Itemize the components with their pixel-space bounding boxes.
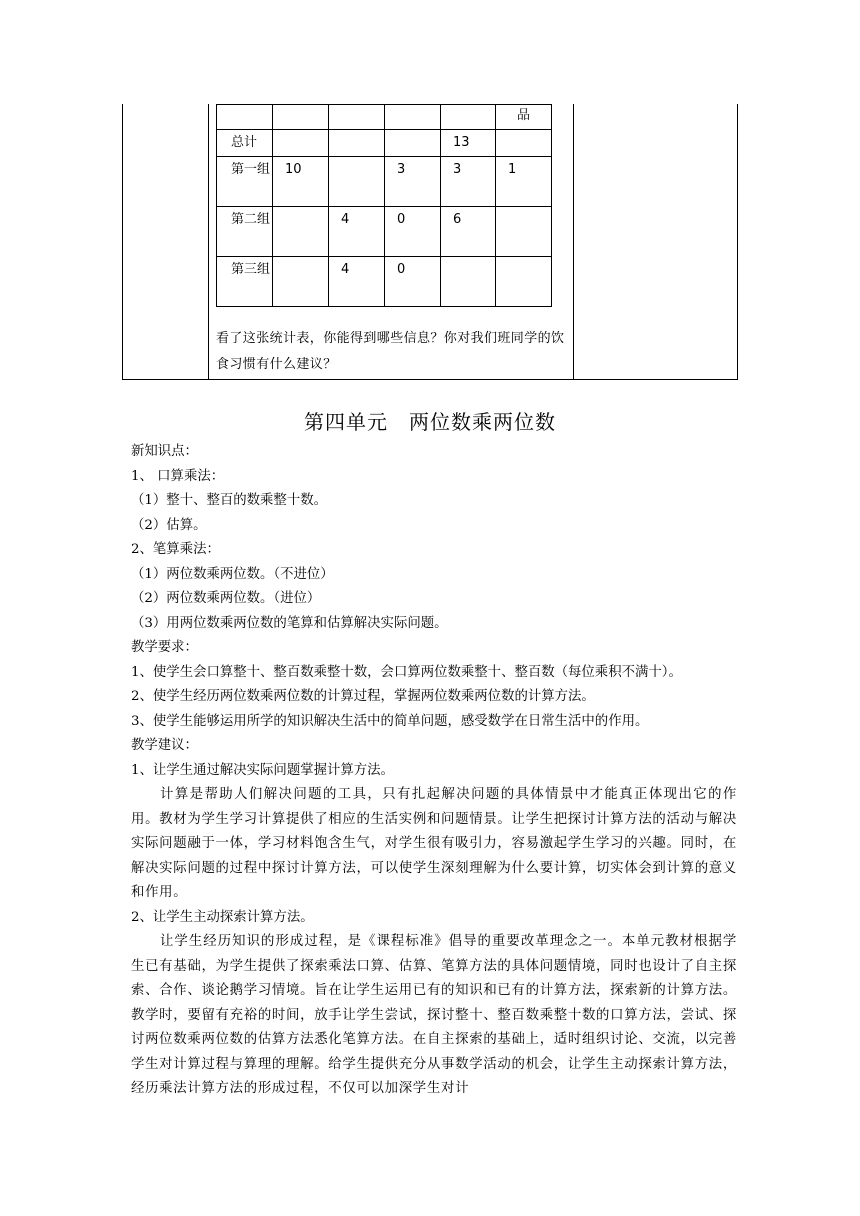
table-cell <box>329 157 385 207</box>
table-cell: 1 <box>496 157 552 207</box>
table-cell: 10 <box>273 157 329 207</box>
list-item: （1）整十、整百的数乘整十数。 <box>131 493 327 508</box>
table-cell: 3 <box>441 157 496 207</box>
oral-heading: 1、 口算乘法： <box>131 468 225 484</box>
list-item: 1、使学生会口算整十、整百数乘整十数，会口算两位数乘整十、整百数（每位乘积不满十）。 <box>131 664 682 680</box>
table-row <box>217 130 552 157</box>
suggestion-heading: 1、让学生通过解决实际问题掌握计算方法。 <box>131 762 394 778</box>
suggestions-heading: 教学建议： <box>131 738 198 753</box>
table-cell: 4 <box>329 207 385 257</box>
table-cell <box>273 257 329 307</box>
table-row <box>217 105 552 130</box>
suggestion-heading: 2、让学生主动探索计算方法。 <box>131 909 314 925</box>
table-cell <box>496 257 552 307</box>
paragraph: 计算是帮助人们解决问题的工具，只有扎起解决问题的具体情景中才能真正体现出它的作用。教材为学生学习计算提供了相应的生活实例和问题情景。让学生把探讨计算方法的活动与解决实际问题融于一体，学习材料饱含生气，对学生很有吸引力，容易激起学生学习的兴趣。同时，在解决实际问题的过程中探讨计算方法，可以使学生深刻理解为什么要计算，切实体会到计算的意义和作用。 <box>131 787 737 900</box>
list-item: （2）两位数乘两位数。（进位） <box>131 591 321 606</box>
row-label: 第一组 <box>217 157 273 207</box>
requirements-heading: 教学要求： <box>131 640 198 655</box>
table-cell: 0 <box>385 257 441 307</box>
row-label: 第二组 <box>217 207 273 257</box>
outer-column-divider <box>208 104 209 379</box>
written-heading: 2、笔算乘法： <box>131 542 220 557</box>
list-item: 3、使学生能够运用所学的知识解决生活中的简单问题，感受数学在日常生活中的作用。 <box>131 713 649 729</box>
table-cell: 3 <box>385 157 441 207</box>
table-row <box>217 257 552 307</box>
table-question: 看了这张统计表，你能得到哪些信息？你对我们班同学的饮食习惯有什么建议？ <box>216 331 565 372</box>
table-row <box>217 157 552 207</box>
new-knowledge-heading: 新知识点： <box>131 444 198 459</box>
table-cell <box>496 130 552 157</box>
lesson-body <box>131 440 737 1102</box>
list-item: （2）估算。 <box>131 517 207 533</box>
table-cell: 0 <box>385 207 441 257</box>
outer-column-divider <box>573 104 574 379</box>
table-cell <box>496 207 552 257</box>
paragraph: 让学生经历知识的形成过程，是《课程标准》倡导的重要改革理念之一。本单元教材根据学生已有基础，为学生提供了探索乘法口算、估算、笔算方法的具体问题情境，同时也设计了自主探索、合作、谈论鹅学习情境。旨在让学生运用已有的知识和已有的计算方法，探索新的计算方法。教学时，要留有充裕的时间，放手让学生尝试，探讨整十、整百数乘整十数的口算方法，尝试、探讨两位数乘两位数的估算方法悉化笔算方法。在自主探索的基础上，适时组织讨论、交流，以完善学生对计算过程与算理的理解。给学生提供充分从事数学活动的机会，让学生主动探索计算方法，经历乘法计算方法的形成过程，不仅可以加深学生对计 <box>131 934 737 1096</box>
table-cell <box>273 207 329 257</box>
table-cell: 4 <box>329 257 385 307</box>
statistics-table <box>216 104 552 307</box>
list-item: （3）用两位数乘两位数的笔算和估算解决实际问题。 <box>131 615 448 631</box>
row-label: 总计 <box>217 130 273 157</box>
table-cell: 13 <box>441 130 496 157</box>
table-cell: 6 <box>441 207 496 257</box>
table-row <box>217 207 552 257</box>
table-cell <box>385 130 441 157</box>
list-item: （1）两位数乘两位数。（不进位） <box>131 566 334 582</box>
table-cell <box>441 257 496 307</box>
table-cell <box>273 130 329 157</box>
row-label: 第三组 <box>217 257 273 307</box>
table-cell: 品 <box>516 108 530 123</box>
unit-title: 第四单元 两位数乘两位数 <box>304 410 556 434</box>
table-cell <box>329 130 385 157</box>
list-item: 2、使学生经历两位数乘两位数的计算过程，掌握两位数乘两位数的计算方法。 <box>131 689 595 704</box>
